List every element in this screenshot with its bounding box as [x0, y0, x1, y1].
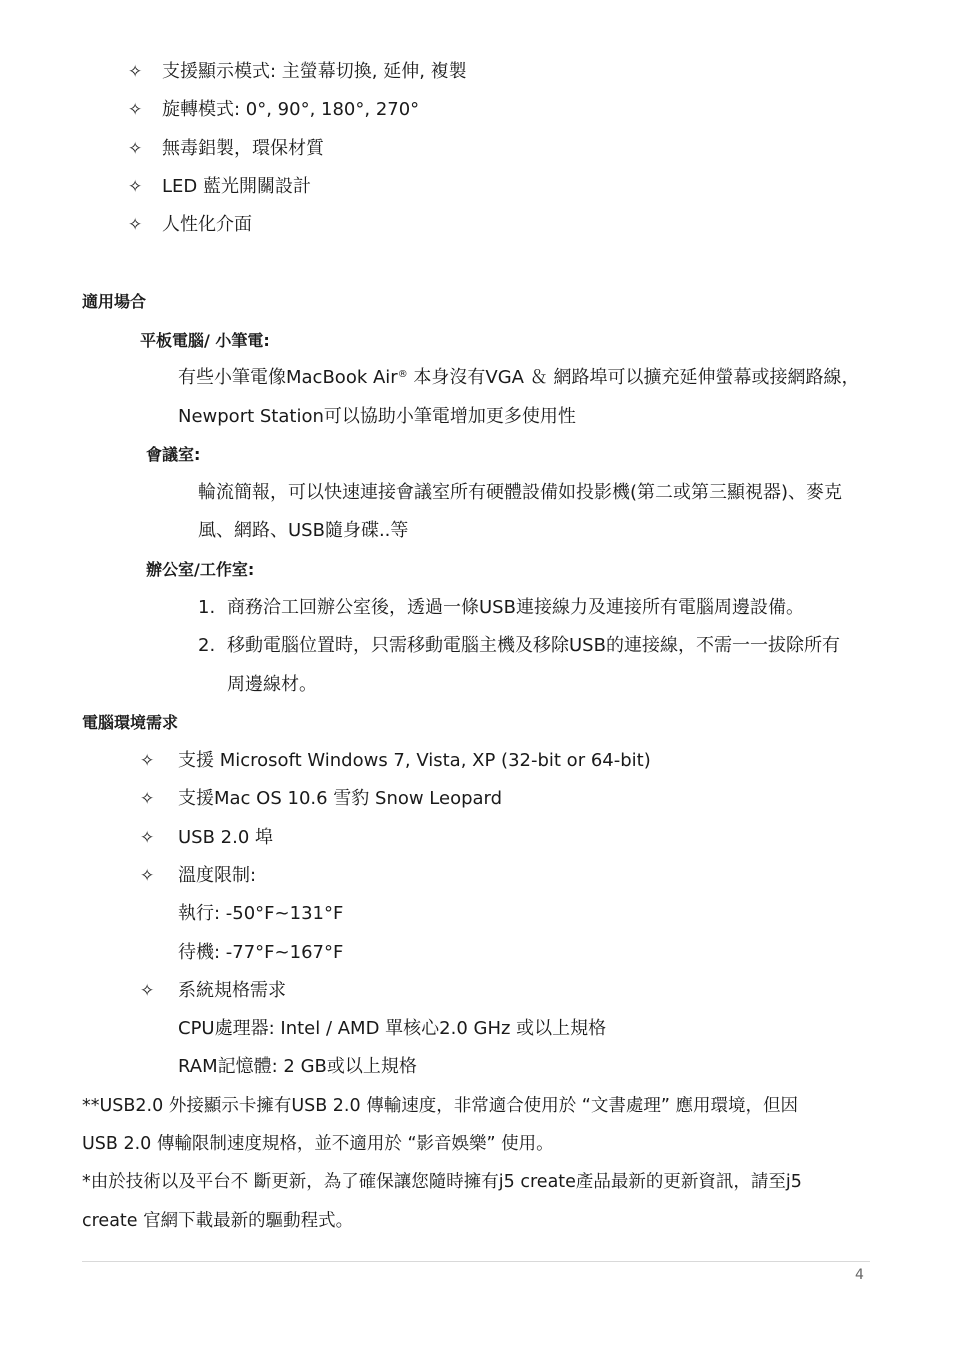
tablet-text-post: 本身沒有VGA ＆ 網路埠可以擴充延伸螢幕或接網路線，	[407, 367, 860, 388]
office-item-text: 周邊線材。	[227, 674, 317, 695]
bullet-icon: ✧	[140, 789, 155, 809]
feature-item: LED 藍光開關設計	[162, 176, 311, 197]
feature-item: 支援顯示模式: 主螢幕切換, 延伸, 複製	[162, 61, 467, 82]
update-note-line1: *由於技術以及平台不 斷更新，為了確保讓您隨時擁有j5 create產品最新的更新資訊，請至j5	[82, 1172, 802, 1192]
tablet-heading: 平板電腦/ 小筆電:	[140, 331, 270, 350]
office-heading: 辦公室/工作室:	[146, 560, 255, 579]
meeting-text-line2: 風、網路、USB隨身碟..等	[198, 520, 409, 541]
page-number: 4	[855, 1267, 864, 1283]
update-note-line2: create 官網下載最新的驅動程式。	[82, 1211, 354, 1231]
registered-mark: ®	[397, 369, 408, 380]
meeting-text-line1: 輪流簡報，可以快速連接會議室所有硬體設備如投影機(第二或第三顯視器)、麥克	[198, 482, 843, 503]
office-item-text: 商務洽工回辦公室後，透過一條USB連接線力及連接所有電腦周邊設備。	[227, 597, 804, 618]
req-os-mac: 支援Mac OS 10.6 雪豹 Snow Leopard	[178, 788, 503, 809]
footer-divider	[82, 1261, 870, 1262]
req-temp-standby: 待機: -77°F~167°F	[178, 942, 344, 963]
requirements-heading: 電腦環境需求	[82, 713, 179, 732]
req-cpu: CPU處理器: Intel / AMD 單核心2.0 GHz 或以上規格	[178, 1018, 607, 1039]
office-item-number: 1.	[198, 597, 216, 618]
bullet-icon: ✧	[128, 177, 143, 197]
feature-item: 旋轉模式: 0°, 90°, 180°, 270°	[162, 99, 420, 120]
office-item-text: 移動電腦位置時，只需移動電腦主機及移除USB的連接線，不需一一拔除所有	[227, 635, 840, 656]
bullet-icon: ✧	[128, 100, 143, 120]
tablet-text-pre: 有些小筆電像MacBook Air	[178, 367, 398, 388]
req-os-windows: 支援 Microsoft Windows 7, Vista, XP (32-bit or 64-bit)	[178, 750, 651, 771]
bullet-icon: ✧	[140, 751, 155, 771]
usb-note-line1: **USB2.0 外接顯示卡擁有USB 2.0 傳輸速度，非常適合使用於 “文書處理” 應用環境，但因	[82, 1096, 798, 1116]
office-item-number: 2.	[198, 635, 216, 656]
req-temp-run: 執行: -50°F~131°F	[178, 903, 344, 924]
bullet-icon: ✧	[128, 139, 143, 159]
bullet-icon: ✧	[140, 981, 155, 1001]
req-ram: RAM記憶體: 2 GB或以上規格	[178, 1056, 417, 1077]
req-spec-label: 系統規格需求	[178, 980, 286, 1001]
bullet-icon: ✧	[128, 62, 143, 82]
usage-heading: 適用場合	[82, 292, 147, 311]
feature-item: 人性化介面	[162, 214, 252, 235]
bullet-icon: ✧	[140, 866, 155, 886]
usb-note-line2: USB 2.0 傳輸限制速度規格，並不適用於 “影音娛樂” 使用。	[82, 1134, 554, 1154]
tablet-text-line2: Newport Station可以協助小筆電增加更多使用性	[178, 406, 576, 427]
req-usb: USB 2.0 埠	[178, 827, 274, 848]
meeting-heading: 會議室:	[146, 445, 201, 464]
tablet-text-line1	[178, 366, 859, 390]
feature-item: 無毒鋁製，環保材質	[162, 138, 324, 159]
bullet-icon: ✧	[128, 215, 143, 235]
bullet-icon: ✧	[140, 828, 155, 848]
req-temp-label: 溫度限制:	[178, 865, 257, 886]
